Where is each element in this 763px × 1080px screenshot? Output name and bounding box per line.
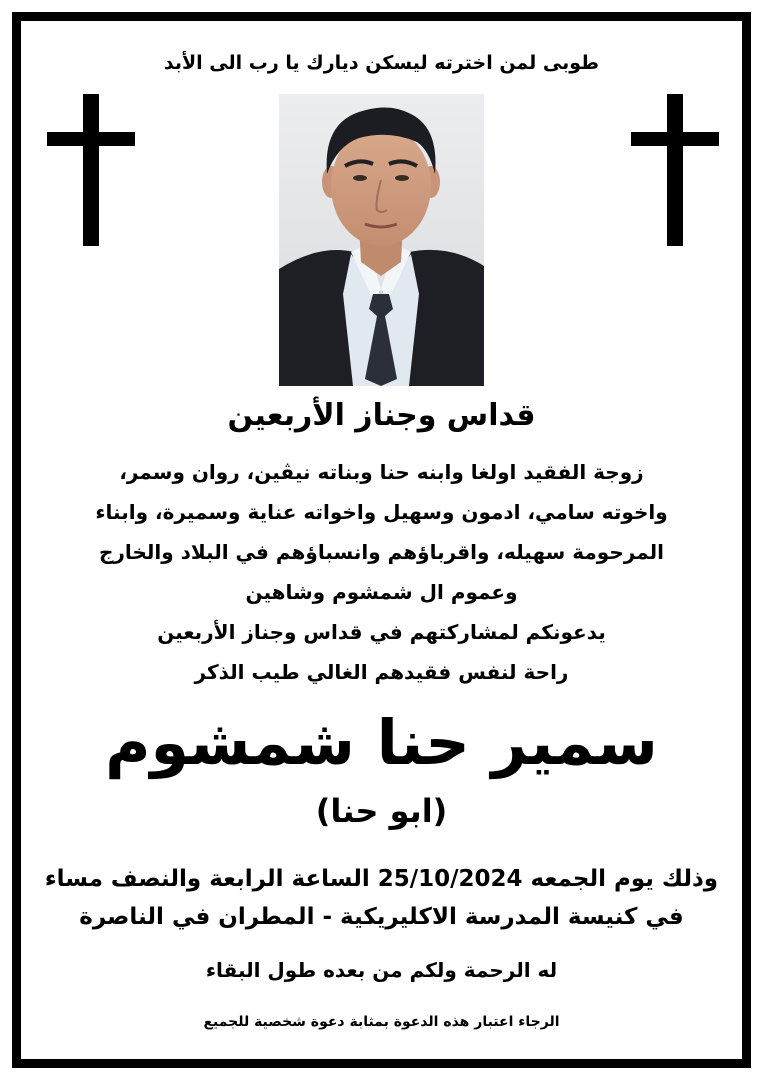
header-verse: طوبى لمن اخترته ليسكن ديارك يا رب الى الأبد (163, 52, 600, 74)
invite-line-2: راحة لنفس فقيدهم الغالي طيب الذكر (194, 660, 569, 684)
invite-line-1: يدعونكم لمشاركتهم في قداس وجناز الأربعين (157, 620, 606, 644)
family-line-1: زوجة الفقيد اولغا وابنه حنا وبناته نيڤين، روان وسمر، (119, 460, 644, 484)
family-line-4: وعموم ال شمشوم وشاهين (245, 580, 518, 604)
right-cross-icon (631, 94, 719, 246)
deceased-name: سمير حنا شمشوم (105, 706, 658, 779)
deceased-nickname: (ابو حنا) (315, 792, 448, 830)
left-cross-icon (47, 94, 135, 246)
family-line-2: واخوته سامي، ادمون وسهيل واخواته عناية وسميرة، وابناء (95, 500, 668, 524)
condolence-line: له الرحمة ولكم من بعده طول البقاء (205, 958, 558, 982)
family-line-3: المرحومة سهيله، واقرباؤهم وانسباؤهم في البلاد والخارج (99, 540, 664, 564)
event-location: في كنيسة المدرسة الاكليريكية - المطران في الناصرة (79, 904, 684, 930)
footer-note: الرجاء اعتبار هذه الدعوة بمثابة دعوة شخصية للجميع (203, 1014, 560, 1030)
notice-heading: قداس وجناز الأربعين (227, 398, 536, 433)
event-date-time: وذلك يوم الجمعه 25/10/2024 الساعة الرابعة والنصف مساء (44, 866, 719, 892)
portrait-photo (279, 94, 484, 386)
